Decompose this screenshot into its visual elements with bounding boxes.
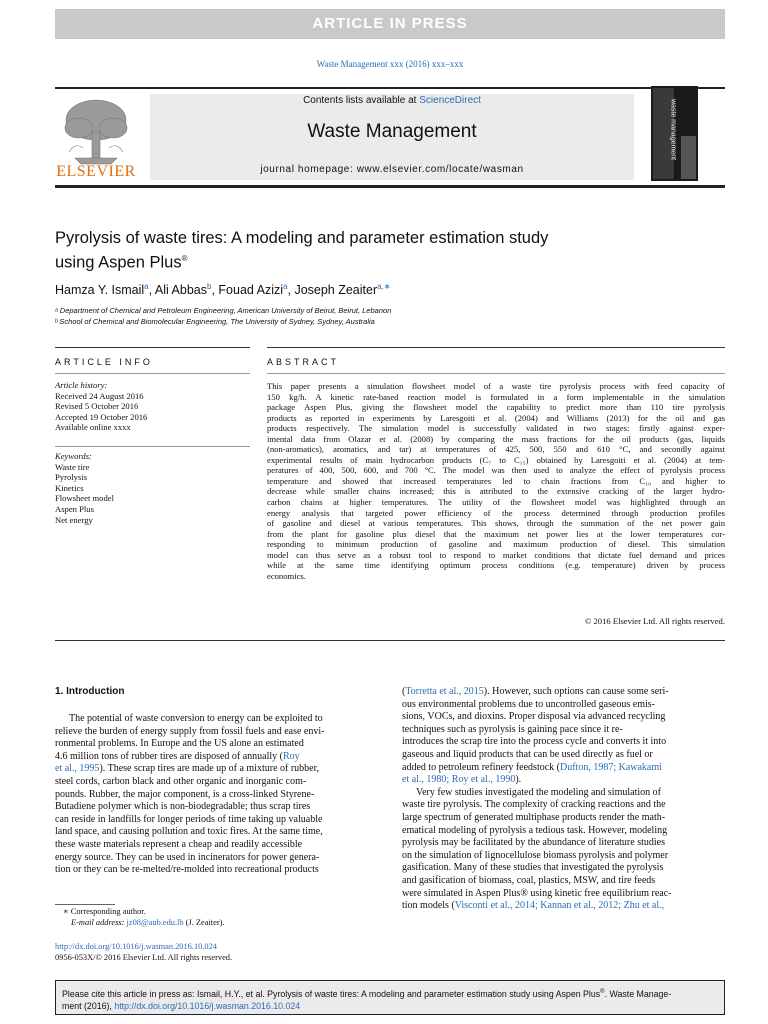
title-line-2-text: using Aspen Plus xyxy=(55,253,182,271)
email-link[interactable]: jz08@aub.edu.lb xyxy=(126,918,184,927)
cite-text: Please cite this article in press as: Ismail, H.Y., et al. Pyrolysis of waste tires: A modeling and parameter estimation study using Aspen Plus xyxy=(62,988,601,999)
author-list: Hamza Y. Ismail$^a$, Ali Abbas$^b$, Fouad Azizi$^a$, Joseph Zeaiter$^{a,∗}$ xyxy=(55,282,391,298)
history-item: Received 24 August 2016 xyxy=(55,390,144,401)
abstract-line: energy analysis that targeted power efficiency of the process determined through production profiles xyxy=(267,507,725,518)
affiliations xyxy=(55,305,391,327)
abstract-body xyxy=(267,381,725,581)
abstract-line: This paper presents a simulation flowsheet model of a waste tire pyrolysis process with feed capacity of xyxy=(267,381,725,391)
keyword: Pyrolysis xyxy=(55,472,87,483)
author-affiliation-mark[interactable]: a xyxy=(144,282,149,291)
footnote-rule xyxy=(55,904,115,905)
info-subrule-right xyxy=(267,373,725,374)
section-heading-introduction: 1. Introduction xyxy=(55,686,125,697)
intro-paragraph-1-cont: (Torretta et al., 2015). However, such options can cause some seri- ous environmental problems due to uncontrolled gaseous emis- sions, VOCs, and dioxins. Proper disposal via advanced recycling techniques such as pyrolysis is gaining pace since it re- introduces the scrap tire into the process cycle and converts it into gaseous and liquid products that can be used directly as fuel or added to petroleum refinery feedstock (Dufton, 1987; Kawakami et al., 1980; Roy et al., 1990). xyxy=(402,686,669,786)
ref-torretta-2015[interactable]: Torretta et al., 2015 xyxy=(405,686,484,697)
abstract-line: temperature and showed that increased temperatures led to chain fractions from C₁₀ and higher to xyxy=(267,475,725,486)
cite-mark: ® xyxy=(600,989,605,995)
issn-line: 0956-053X/© 2016 Elsevier Ltd. All rights reserved. xyxy=(55,953,233,962)
abstract-line: products respectively. The simulation model is successfully validated in two stages: firstly against exper- xyxy=(267,423,725,434)
article-info-heading: ARTICLE INFO xyxy=(55,357,153,367)
email-note xyxy=(63,917,225,928)
abstract-line: of gasoline and diesel at various temperatures. This shows, through the summation of the net power gain xyxy=(267,518,725,529)
abstract-line: carbon chains at higher temperatures. The utility of the flowsheet model was highlighted through an xyxy=(267,497,725,508)
keywords-heading: Keywords: xyxy=(55,451,92,461)
abstract-line: peratures of 400, 500, 600, and 700 °C. The model was then used to analyze the effect of pyrolysis process xyxy=(267,465,725,476)
keyword: Kinetics xyxy=(55,482,84,493)
abstract-line: economics. xyxy=(267,570,306,581)
paragraph-end: ). xyxy=(515,774,522,786)
keyword: Waste tire xyxy=(55,461,90,472)
author-name: Hamza Y. Ismail xyxy=(55,283,145,298)
cite-text-2: . Waste Manage- xyxy=(604,988,672,999)
history-heading: Article history: xyxy=(55,380,108,390)
right-column xyxy=(402,686,725,913)
contents-availability xyxy=(150,94,634,108)
abstract-line: model can thus serve as a robust tool to respond to market conditions that dictate fuel demand and prices xyxy=(267,549,725,560)
info-rule-right xyxy=(267,347,725,348)
left-column xyxy=(55,713,378,877)
abstract-heading: ABSTRACT xyxy=(267,357,340,367)
elsevier-wordmark: ELSEVIER xyxy=(56,163,136,180)
sciencedirect-link[interactable]: ScienceDirect xyxy=(419,95,481,106)
cite-this-article-box xyxy=(55,980,725,1015)
article-history xyxy=(55,380,147,433)
journal-cover-thumbnail[interactable] xyxy=(651,86,698,181)
abstract-bottom-rule xyxy=(55,640,725,641)
journal-homepage[interactable]: journal homepage: www.elsevier.com/locate/wasman xyxy=(260,164,524,175)
title-line-1: Pyrolysis of waste tires: A modeling and parameter estimation study xyxy=(55,229,549,247)
keyword: Flowsheet model xyxy=(55,493,114,504)
author-affiliation-mark[interactable]: a,∗ xyxy=(377,282,391,291)
journal-name: Waste Management xyxy=(307,121,477,142)
ref-dufton-1987[interactable]: Dufton, 1987; Kawakami xyxy=(560,761,662,773)
abstract-line: responding to minimum production of gasoline and maximum production of diesel. This simulation xyxy=(267,539,725,550)
ref-roy-1995-cont[interactable]: et al., 1995 xyxy=(55,763,100,775)
keyword: Aspen Plus xyxy=(55,503,94,514)
ref-roy-1995[interactable]: Roy xyxy=(283,750,300,762)
abstract-line: 150 kg/h. A kinetic rate-based reaction model is formulated in a form implementable in the simulation xyxy=(267,391,725,402)
affiliation-b: ᵇ School of Chemical and Biomolecular Engineering, The University of Sydney, Sydney, Australia xyxy=(55,317,375,326)
doi-link[interactable]: http://dx.doi.org/10.1016/j.wasman.2016.10.024 xyxy=(55,942,217,951)
author-name: Fouad Azizi xyxy=(218,283,284,298)
keywords xyxy=(55,451,114,525)
journal-header xyxy=(150,94,634,180)
article-in-press-banner: ARTICLE IN PRESS xyxy=(55,9,725,39)
abstract-line: products as reported in experiments by Laresgoiti et al. (2004) and Williams (2013) for the oil and gas xyxy=(267,412,725,423)
header-bottom-rule xyxy=(55,185,725,188)
intro-paragraph-1: The potential of waste conversion to energy can be exploited to relieve the burden of energy supply from fossil fuels and ease envi- ronmental problems. In Europe and the US alone an estimated 4.6 million tons of rubber tires are disposed of annually (Roy et al., 1995). These scrap tires are made up of a mixture of rubber, steel cords, carbon black and other organic and inorganic com- pounds. Rubber, the major component, is a cross-linked Styrene- Butadiene polymer which is non-biodegradable; thus scrap tires can reside in landfills for longer periods of time taking up valuable land space, and causing pollution and toxic fires. At the same time, these waste materials represent a cheap and readily accessible energy source. They can be used in incinerators for power genera- tion or they can be re-melted/re-molded into recreational products xyxy=(55,713,325,876)
journal-citation-line xyxy=(0,59,768,69)
cite-text-3: ment (2016), xyxy=(62,1000,115,1011)
corresponding-author-note: ∗ Corresponding author. xyxy=(63,907,146,916)
ref-kawakami-1980[interactable]: et al., 1980; Roy et al., 1990 xyxy=(402,774,516,786)
abstract-line: from the plant for gasoline plus diesel that the maximum net power lies at the lower temperatures cor- xyxy=(267,528,725,539)
citation-link[interactable]: Waste Management xxx (2016) xxx–xxx xyxy=(316,59,464,69)
info-rule-left xyxy=(55,347,250,348)
keywords-rule xyxy=(55,446,250,447)
email-suffix: (J. Zeaiter). xyxy=(183,918,225,927)
author-affiliation-mark[interactable]: b xyxy=(207,282,212,291)
title-line-2 xyxy=(55,249,725,273)
abstract-line: (non-aromatics), aromatics, and tar) at temperatures of 425, 500, 550 and 610 °C, and secondly against xyxy=(267,444,725,455)
history-item: Available online xxxx xyxy=(55,422,131,433)
keyword: Net energy xyxy=(55,514,93,525)
history-item: Revised 5 October 2016 xyxy=(55,401,139,412)
cover-title: waste management xyxy=(669,98,677,161)
abstract-line: decrease while smaller chains increased; this is attributed to the extensive cracking of the larger hydro- xyxy=(267,486,725,497)
email-label: E-mail address: xyxy=(71,918,127,927)
info-subrule-left xyxy=(55,373,250,374)
history-item: Accepted 19 October 2016 xyxy=(55,411,148,422)
abstract-line: experimental results of main hydrocarbon products (C₇ to C₁₅) obtained by Laresgoiti et al. (2004) at tem- xyxy=(267,454,725,465)
abstract-line: while at the same time identifying optimum process conditions (e.g. temperature) driven by process xyxy=(267,560,725,571)
contents-prefix: Contents lists available at xyxy=(303,95,420,106)
cite-doi-link[interactable]: http://dx.doi.org/10.1016/j.wasman.2016.10.024 xyxy=(114,1000,301,1011)
registered-mark: ® xyxy=(181,253,188,263)
intro-paragraph-2: Very few studies investigated the modeling and simulation of waste tire pyrolysis. The complexity of cracking reactions and the large spectrum of generated multiphase products render the math- ematical modeling of pyrolysis a tedious task. However, modeling pyrolysis may be facilitated by the abundance of literature studies on the simulation of lignocellulose biomass pyrolysis and polymer gasification. Many of these studies that investigated the pyrolysis and gasification of biomass, coal, plastics, MSW, and tire feeds were simulated in Aspen Plus® using kinetic free equilibrium reac- tion models (Visconti et al., 2014; Kannan et al., 2012; Zhu et al., xyxy=(402,786,672,912)
footnote-corresponding xyxy=(55,906,225,928)
footnote-doi xyxy=(55,941,232,963)
header-rule xyxy=(55,87,725,89)
author-name: Ali Abbas xyxy=(154,283,207,298)
abstract-line: imental data from Olazar et al. (2008) by comparing the mass fractions for the oil products (gas, liquids xyxy=(267,433,725,444)
author-name: Joseph Zeaiter xyxy=(294,283,378,298)
affiliation-a: ᵃ Department of Chemical and Petroleum Engineering, American University of Beirut, Beirut, Lebanon xyxy=(55,306,392,315)
abstract-line: package Aspen Plus, giving the flowsheet model the capability to predict more than 110 tire pyrolysis xyxy=(267,402,725,413)
article-title xyxy=(55,228,725,273)
abstract-copyright: © 2016 Elsevier Ltd. All rights reserved. xyxy=(584,616,725,626)
ref-visconti-2014[interactable]: Visconti et al., 2014; Kannan et al., 2012; Zhu et al., xyxy=(454,900,665,912)
author-affiliation-mark[interactable]: a xyxy=(283,282,288,291)
